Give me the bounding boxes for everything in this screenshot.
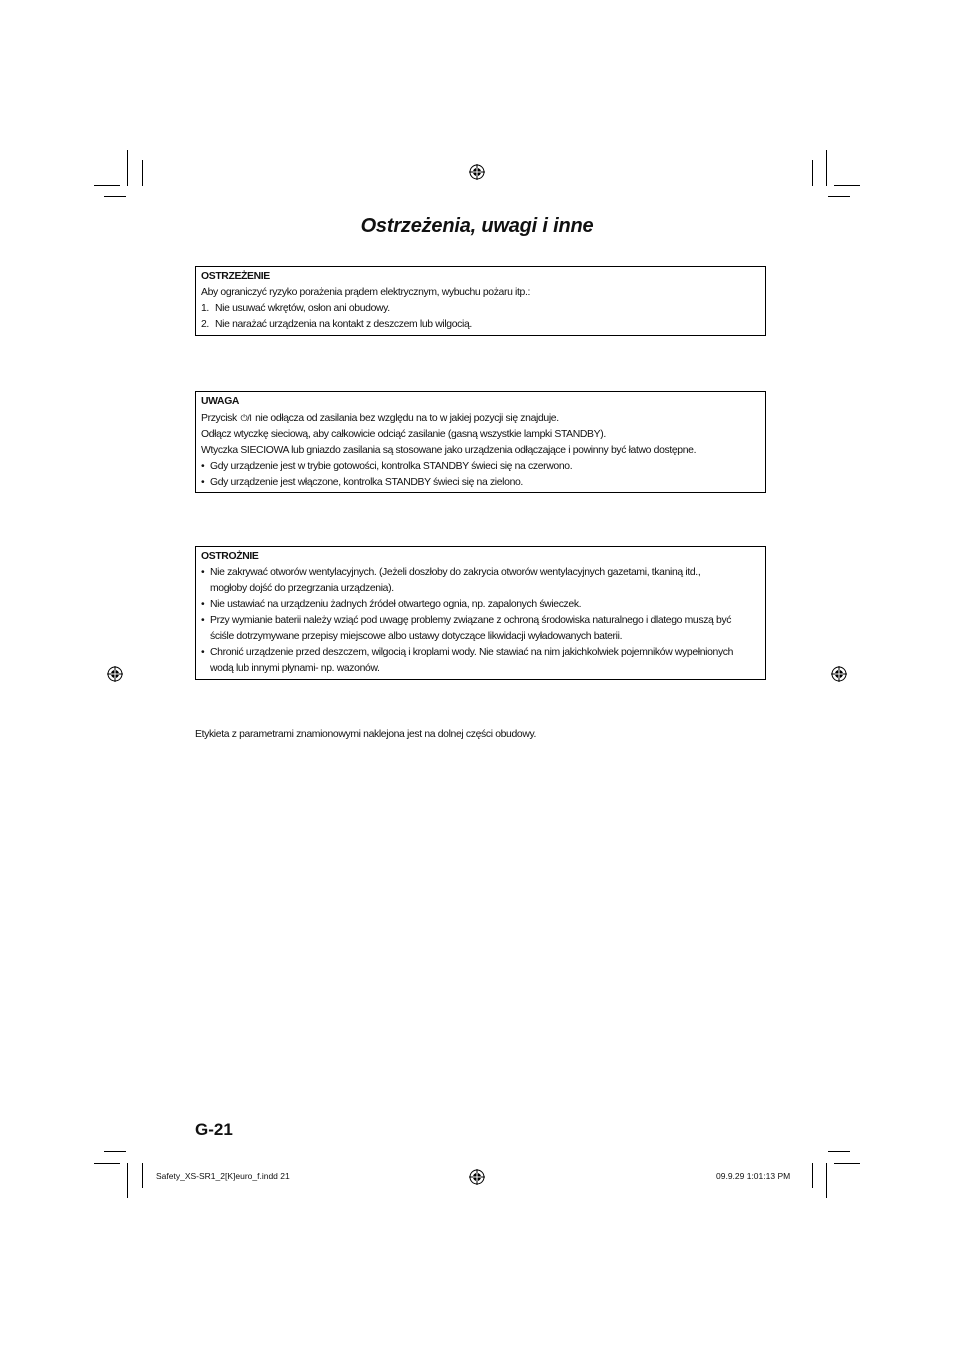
notice-heading: UWAGA xyxy=(201,396,240,407)
warning-box xyxy=(195,266,766,336)
warning-item xyxy=(201,301,759,317)
notice-line-prefix: Przycisk xyxy=(201,413,237,424)
crop-mark xyxy=(94,185,120,186)
caution-bullet xyxy=(201,565,759,597)
rating-label-note: Etykieta z parametrami znamionowymi naklejona jest na dolnej części obudowy. xyxy=(195,729,537,740)
crop-mark xyxy=(828,196,850,197)
caution-bullet xyxy=(201,597,759,613)
warning-item xyxy=(201,317,759,333)
caution-bullet-line: • Nie ustawiać na urządzeniu żadnych źródeł otwartego ognia, np. zapalonych świeczek. xyxy=(210,599,582,610)
power-standby-icon: ⏻/I xyxy=(240,413,252,423)
notice-bullet: • Gdy urządzenie jest włączone, kontrolka STANDBY świeci się na zielono. xyxy=(201,475,759,491)
crop-mark xyxy=(812,1163,813,1188)
warning-heading: OSTRZEŻENIE xyxy=(201,271,270,282)
notice-box xyxy=(195,391,766,493)
crop-mark xyxy=(826,1163,827,1198)
warning-item-text: Nie usuwać wkrętów, osłon ani obudowy. xyxy=(215,303,390,314)
crop-mark xyxy=(834,185,860,186)
warning-intro: Aby ograniczyć ryzyko porażenia prądem elektrycznym, wybuchu pożaru itp.: xyxy=(201,287,531,298)
registration-mark-icon xyxy=(107,666,123,682)
notice-bullet: • Gdy urządzenie jest w trybie gotowości, kontrolka STANDBY świeci się na czerwono. xyxy=(201,459,759,475)
caution-bullet-line: • Przy wymianie baterii należy wziąć pod uwagę problemy związane z ochroną środowiska naturalnego i dlatego muszą być xyxy=(210,615,732,626)
notice-line xyxy=(201,410,759,427)
notice-line: Odłącz wtyczkę sieciową, aby całkowicie odciąć zasilanie (gasną wszystkie lampki STANDBY). xyxy=(201,429,606,440)
crop-mark xyxy=(127,150,128,186)
caution-bullet-line: • Chronić urządzenie przed deszczem, wilgocią i kroplami wody. Nie stawiać na nim jakichkolwiek pojemników wypełnionych xyxy=(210,647,734,658)
crop-mark xyxy=(94,1163,120,1164)
caution-bullet-line: wodą lub innymi płynami- np. wazonów. xyxy=(210,663,380,674)
caution-heading: OSTROŻNIE xyxy=(201,551,259,562)
caution-bullet xyxy=(201,645,759,677)
crop-mark xyxy=(104,1151,126,1152)
registration-mark-icon xyxy=(831,666,847,682)
caution-bullet-line: mogłoby dojść do przegrzania urządzenia). xyxy=(210,583,394,594)
caution-box xyxy=(195,546,766,680)
page-title: Ostrzeżenia, uwagi i inne xyxy=(360,215,594,237)
warning-item-number: 2. xyxy=(201,319,209,330)
warning-item-number: 1. xyxy=(201,303,209,314)
notice-line-suffix: nie odłącza od zasilania bez względu na to w jakiej pozycji się znajduje. xyxy=(255,413,559,424)
caution-bullet-line: • Nie zakrywać otworów wentylacyjnych. (Jeżeli doszłoby do zakrycia otworów wentylacyjnych gazetami, tkaniną itd., xyxy=(210,567,701,578)
registration-mark-icon xyxy=(469,164,485,180)
crop-mark xyxy=(812,160,813,186)
caution-bullet-line: ściśle dotrzymywane przepisy miejscowe albo ustawy dotyczące likwidacji wyładowanych baterii. xyxy=(210,631,623,642)
crop-mark xyxy=(834,1163,860,1164)
crop-mark xyxy=(127,1163,128,1198)
notice-line: Wtyczka SIECIOWA lub gniazdo zasilania są stosowane jako urządzenia odłączające i powinny być łatwo dostępne. xyxy=(201,445,697,456)
page-number: G-21 xyxy=(195,1120,233,1139)
warning-item-text: Nie narażać urządzenia na kontakt z deszczem lub wilgocią. xyxy=(215,319,472,330)
crop-mark xyxy=(828,1151,850,1152)
slug-timestamp: 09.9.29 1:01:13 PM xyxy=(716,1171,791,1181)
crop-mark xyxy=(142,160,143,186)
registration-mark-icon xyxy=(469,1169,485,1185)
crop-mark xyxy=(104,196,126,197)
caution-bullet xyxy=(201,613,759,645)
slug-filename: Safety_XS-SR1_2[K]euro_f.indd 21 xyxy=(156,1171,290,1181)
crop-mark xyxy=(142,1163,143,1188)
crop-mark xyxy=(826,150,827,186)
